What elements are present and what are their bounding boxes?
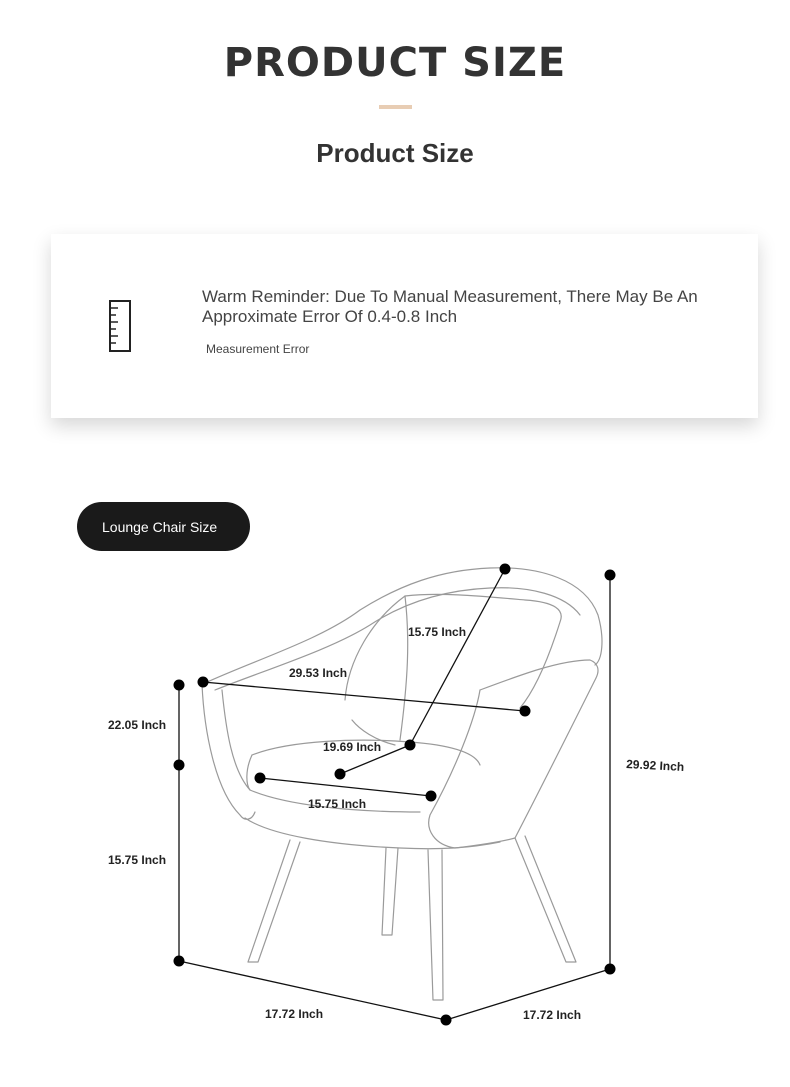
- seat-depth-label: 19.69 Inch: [323, 740, 382, 754]
- chair-illustration: [202, 568, 602, 1000]
- dim-point: [174, 760, 185, 771]
- reminder-caption: Measurement Error: [206, 342, 310, 356]
- base-depth-label: 17.72 Inch: [523, 1008, 582, 1022]
- dim-point: [198, 677, 209, 688]
- base-width-label: 17.72 Inch: [265, 1007, 324, 1021]
- reminder-text: Warm Reminder: Due To Manual Measurement, There May Be An Approximate Error Of 0.4-0.8 Inch: [202, 287, 698, 326]
- dim-point: [335, 769, 346, 780]
- dim-point: [605, 964, 616, 975]
- seat-height-label: 15.75 Inch: [108, 853, 167, 867]
- dimension-lines: [179, 569, 610, 1020]
- arm-height-label: 22.05 Inch: [108, 718, 167, 732]
- back-depth-label: 15.75 Inch: [408, 625, 467, 639]
- dimension-points: [174, 564, 616, 1026]
- size-pill-text: Lounge Chair Size: [102, 518, 218, 535]
- dim-point: [255, 773, 266, 784]
- dim-point: [500, 564, 511, 575]
- dim-point: [174, 956, 185, 967]
- dim-point: [520, 706, 531, 717]
- dim-point: [605, 570, 616, 581]
- dim-point: [174, 680, 185, 691]
- page-title: PRODUCT SIZE: [223, 40, 567, 86]
- dim-point: [441, 1015, 452, 1026]
- seat-width-label: 15.75 Inch: [308, 797, 367, 811]
- dim-point: [426, 791, 437, 802]
- section-subtitle: Product Size: [316, 138, 474, 168]
- dim-point: [405, 740, 416, 751]
- total-height-label: 29.92 Inch: [625, 757, 685, 775]
- arm-width-label: 29.53 Inch: [289, 666, 348, 680]
